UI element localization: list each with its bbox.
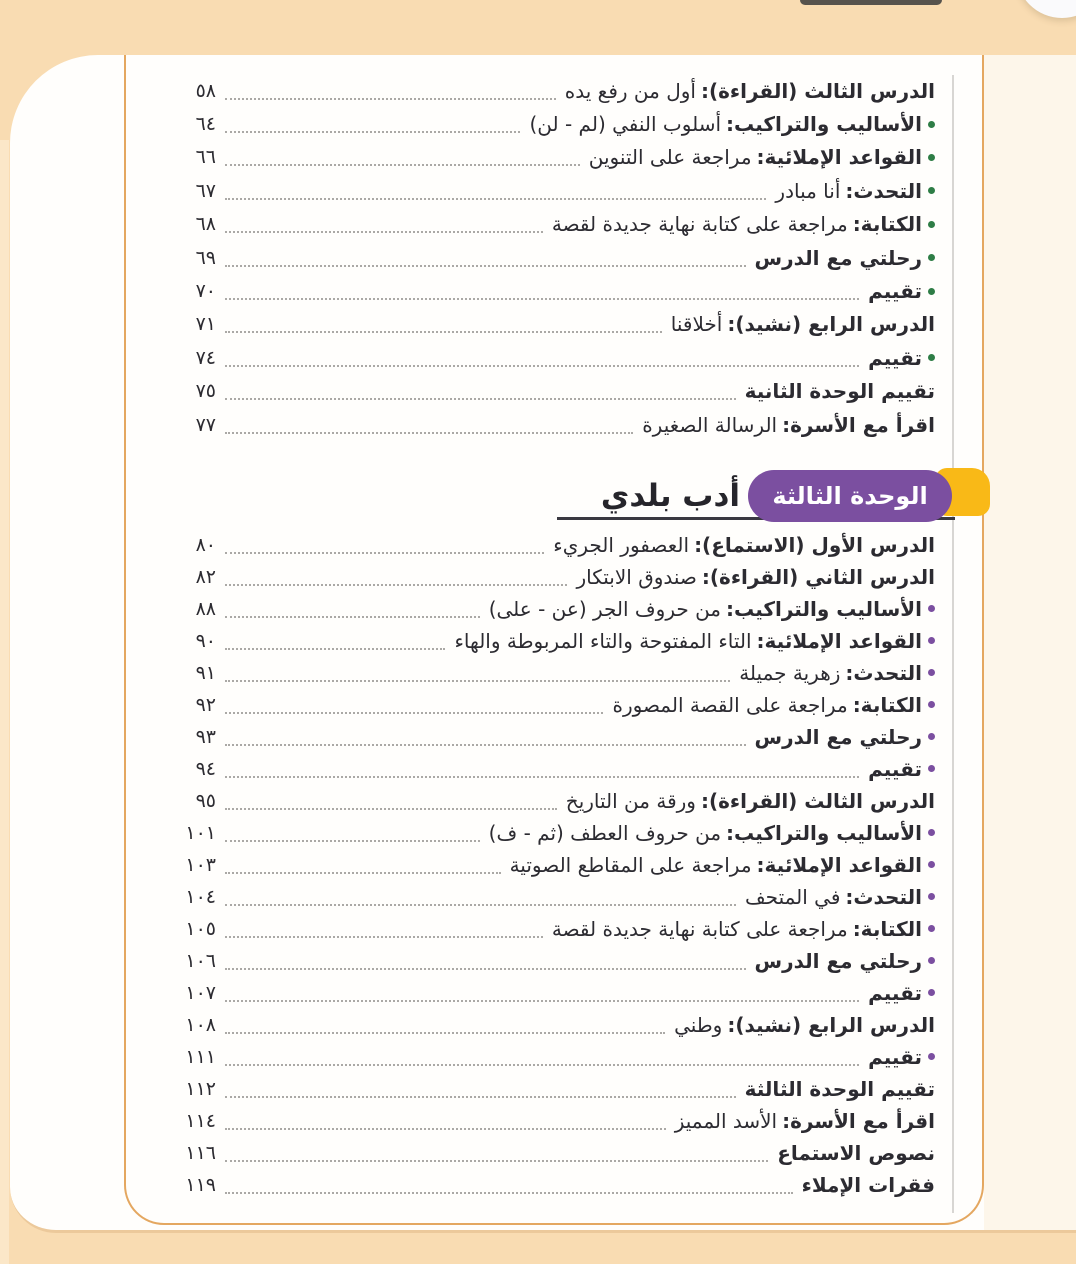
toc-entry-prefix: فقرات الإملاء [801,1172,935,1197]
toc-entry-subtitle: مراجعة على كتابة نهاية جديدة لقصة [551,916,848,941]
toc-entry-title [675,1109,935,1133]
dotted-leader [225,1144,768,1162]
toc-entry-title [529,112,922,136]
page-number: ٦٨ [195,213,216,236]
dotted-leader [225,416,633,434]
toc-entry-subtitle: مراجعة على كتابة نهاية جديدة لقصة [551,212,848,237]
toc-row [160,274,935,307]
toc-entry-subtitle: الرسالة الصغيرة [642,412,778,437]
toc-entry-title [777,1141,935,1165]
toc-entry-subtitle: مراجعة على المقاطع الصوتية [509,852,752,877]
bullet-dot [928,669,935,676]
toc-entry-title [510,853,922,877]
toc-entry-prefix: الدرس الرابع (نشيد): [727,1012,935,1037]
toc-entry-prefix: الأساليب والتراكيب: [726,596,922,621]
toc-entry-subtitle: أسلوب النفي (لم - لن) [529,112,722,137]
dotted-leader [225,1016,665,1034]
bullet-dot [928,829,935,836]
toc-row [160,593,935,625]
floating-button-fragment[interactable] [1016,0,1076,18]
toc-entry-title [674,1013,935,1037]
dotted-leader [225,888,736,906]
dotted-leader [225,632,445,650]
toc-entry-subtitle: مراجعة على القصة المصورة [612,692,848,717]
dotted-leader [225,728,746,746]
bullet-dot [928,288,935,295]
dotted-leader [225,1048,859,1066]
bullet-dot [928,187,935,194]
toc-row [160,74,935,107]
page-number: ١١٩ [185,1173,216,1196]
dotted-leader [225,349,859,367]
bullet-dot [928,861,935,868]
section-unit3 [160,529,935,1201]
toc-entry-prefix: الدرس الأول (الاستماع): [694,532,935,557]
toc-row [160,913,935,945]
page-number: ٨٢ [195,565,216,588]
toc-row [160,689,935,721]
toc-row [160,817,935,849]
top-ui-fragment [800,0,942,5]
toc-entry-prefix: الدرس الثالث (القراءة): [700,78,935,103]
toc-row [160,721,935,753]
dotted-leader [225,148,580,166]
toc-entry-subtitle: صندوق الابتكار [576,564,697,589]
bullet-dot [928,121,935,128]
page-number: ٦٤ [195,113,216,136]
bullet-dot [928,221,935,228]
toc-entry-prefix: تقييم [868,1044,922,1069]
toc-entry-prefix: رحلتي مع الدرس [754,245,922,270]
toc-entry-prefix: التحدث: [845,660,922,685]
bullet-dot [928,154,935,161]
page-number: ١٠٦ [185,949,216,972]
toc-entry-prefix: اقرأ مع الأسرة: [782,412,935,437]
dotted-leader [225,249,746,267]
toc-entry-prefix: القواعد الإملائية: [756,145,922,170]
dotted-leader [225,856,501,874]
unit-badge: الوحدة الثالثة [748,470,952,522]
toc-entry-prefix: التحدث: [845,178,922,203]
section-unit2-continued [160,74,935,441]
page-edge-strip [0,140,9,1264]
toc-entry-title [671,312,935,336]
page-number: ٦٩ [195,246,216,269]
toc-entry-subtitle: من حروف الجر (عن - على) [488,596,722,621]
toc-row [160,977,935,1009]
bullet-dot [928,701,935,708]
toc-entry-title [745,885,922,909]
toc-row [160,785,935,817]
toc-entry-prefix: الدرس الثالث (القراءة): [700,788,935,813]
bullet-dot [928,605,935,612]
dotted-leader [225,115,520,133]
dotted-leader [225,920,543,938]
bullet-dot [928,957,935,964]
toc-entry-prefix: التحدث: [845,884,922,909]
bullet-dot [928,637,935,644]
toc-row [160,1105,935,1137]
page-number: ١١٦ [185,1141,216,1164]
bullet-dot [928,354,935,361]
toc-entry-title [802,1173,935,1197]
toc-entry-subtitle: العصفور الجريء [553,532,690,557]
toc-entry-title [552,212,922,236]
dotted-leader [225,824,480,842]
toc-entry-title [775,179,922,203]
toc-row [160,107,935,140]
toc-entry-title [612,693,922,717]
toc-entry-prefix: القواعد الإملائية: [756,628,922,653]
dotted-leader [225,696,603,714]
dotted-leader [225,984,859,1002]
dotted-leader [225,82,556,100]
page-number: ١٠٤ [185,885,216,908]
toc-entry-prefix: تقييم [868,980,922,1005]
toc-entry-title [755,246,923,270]
page-number: ٩٠ [195,629,216,652]
dotted-leader [225,282,859,300]
toc-entry-prefix: تقييم [868,345,922,370]
dotted-leader [225,182,766,200]
toc-row [160,753,935,785]
page-right-margin [984,55,1076,1230]
toc-entry-prefix: الدرس الرابع (نشيد): [727,312,935,337]
toc-row [160,529,935,561]
dotted-leader [225,536,544,554]
toc-entry-prefix: رحلتي مع الدرس [754,948,922,973]
toc-entry-title [755,949,923,973]
toc-entry-subtitle: الأسد المميز [674,1108,778,1133]
toc-entry-title [454,629,922,653]
toc-row [160,375,935,408]
toc-entry-title [745,379,935,403]
toc-row [160,1009,935,1041]
dotted-leader [225,792,557,810]
toc-row [160,1169,935,1201]
page-number: ١١١ [185,1045,216,1068]
toc-entry-prefix: الكتابة: [852,916,922,941]
toc-entry-title [489,597,922,621]
bullet-dot [928,254,935,261]
dotted-leader [225,215,543,233]
unit-title: أدب بلدي [600,478,740,515]
toc-entry-prefix: تقييم [868,756,922,781]
dotted-leader [225,1176,793,1194]
toc-row [160,945,935,977]
toc-entry-title [739,661,922,685]
dotted-leader [225,952,746,970]
toc-entry-prefix: نصوص الاستماع [777,1140,935,1165]
bullet-dot [928,893,935,900]
book-page [10,55,1076,1233]
toc-entry-subtitle: وطني [674,1012,723,1037]
toc-row [160,141,935,174]
toc-entry-title [868,981,922,1005]
toc-entry-prefix: القواعد الإملائية: [756,852,922,877]
bullet-dot [928,989,935,996]
toc-entry-title [565,79,935,103]
toc-entry-prefix: الكتابة: [852,692,922,717]
dotted-leader [225,1080,736,1098]
toc-entry-subtitle: التاء المفتوحة والتاء المربوطة والهاء [454,628,752,653]
page-number: ٨٨ [195,597,216,620]
bullet-dot [928,1053,935,1060]
toc-row [160,241,935,274]
toc-entry-title [589,145,922,169]
toc-entry-prefix: الأساليب والتراكيب: [726,112,922,137]
page-number: ٧٤ [195,346,216,369]
toc-entry-title [642,413,935,437]
toc-entry-subtitle: مراجعة على التنوين [588,145,752,170]
toc-row [160,561,935,593]
bullet-dot [928,733,935,740]
dotted-leader [225,568,567,586]
toc-entry-prefix: تقييم الوحدة الثانية [744,379,935,404]
toc-entry-title [553,533,935,557]
page-number: ٩١ [195,661,216,684]
toc-entry-prefix: رحلتي مع الدرس [754,724,922,749]
page-number: ١٠٨ [185,1013,216,1036]
unit-header [160,441,935,529]
page-number: ١٠٣ [185,853,216,876]
toc-row [160,408,935,441]
toc-entry-prefix: الأساليب والتراكيب: [726,820,922,845]
toc-row [160,174,935,207]
toc-entry-subtitle: أنا مبادر [775,178,841,203]
toc-entry-title [489,821,922,845]
toc-entry-subtitle: ورقة من التاريخ [565,788,696,813]
dotted-leader [225,664,730,682]
page-number: ٦٧ [195,179,216,202]
page-number: ٩٤ [195,757,216,780]
page-number: ٨٠ [195,533,216,556]
page-number: ٧٧ [195,413,216,436]
table-of-contents [160,74,935,1201]
toc-row [160,1137,935,1169]
toc-entry-title [745,1077,935,1101]
toc-entry-subtitle: أول من رفع يده [564,78,696,103]
toc-row [160,1073,935,1105]
toc-entry-prefix: الكتابة: [852,212,922,237]
toc-row [160,657,935,689]
toc-entry-title [868,279,922,303]
page-number: ١٠١ [185,821,216,844]
page-number: ١٠٥ [185,917,216,940]
toc-entry-subtitle: في المتحف [744,884,841,909]
toc-entry-prefix: الدرس الثاني (القراءة): [701,564,935,589]
page-number: ٩٣ [195,725,216,748]
page-number: ٧١ [195,313,216,336]
dotted-leader [225,600,480,618]
toc-entry-title [868,757,922,781]
toc-row [160,341,935,374]
toc-entry-title [868,1045,922,1069]
toc-entry-title [576,565,935,589]
toc-row [160,881,935,913]
margin-rule-line [952,75,954,1213]
page-number: ٦٦ [195,146,216,169]
page-number: ١٠٧ [185,981,216,1004]
toc-entry-title [868,346,922,370]
dotted-leader [225,760,859,778]
toc-row [160,1041,935,1073]
page-number: ٩٢ [195,693,216,716]
toc-entry-subtitle: زهرية جميلة [739,660,841,685]
toc-entry-prefix: تقييم [868,279,922,304]
dotted-leader [225,382,736,400]
toc-entry-subtitle: من حروف العطف (ثم - ف) [488,820,722,845]
bullet-dot [928,765,935,772]
page-number: ١١٢ [185,1077,216,1100]
toc-entry-title [566,789,935,813]
dotted-leader [225,315,662,333]
toc-entry-title [552,917,922,941]
toc-row [160,625,935,657]
page-number: ٩٥ [195,789,216,812]
toc-row [160,849,935,881]
dotted-leader [225,1112,666,1130]
page-number: ٧٥ [195,380,216,403]
page-number: ١١٤ [185,1109,216,1132]
bullet-dot [928,925,935,932]
page-number: ٥٨ [195,79,216,102]
toc-entry-subtitle: أخلاقنا [670,312,723,337]
toc-row [160,208,935,241]
page-number: ٧٠ [195,280,216,303]
toc-entry-prefix: تقييم الوحدة الثالثة [744,1076,935,1101]
toc-row [160,308,935,341]
toc-entry-prefix: اقرأ مع الأسرة: [782,1108,935,1133]
toc-entry-title [755,725,923,749]
